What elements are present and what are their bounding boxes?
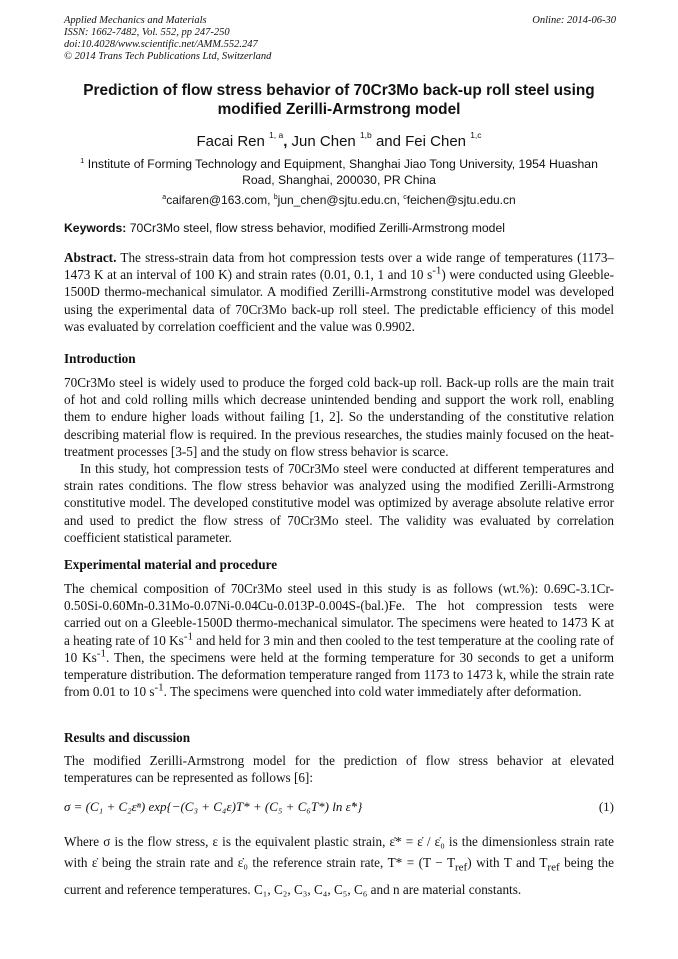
equation-1-formula: σ = (C₁ + C₂εⁿ) exp{−(C₃ + C₄ε)T* + (C₅ + C₆T*) ln ε̇*} — [64, 799, 363, 814]
author-and: and — [375, 133, 401, 150]
experimental-t2: and held for 3 min and then cooled to the test temperature at the cooling rate of 10 Ks — [64, 632, 614, 665]
journal-name: Applied Mechanics and Materials — [64, 15, 207, 26]
abstract-part1: The stress-strain data from hot compression tests over a wide range of temperatures (1173–1473 K at an interval of 100 K) and strain rates (0.01, 0.1, 1 and 10 s — [64, 250, 615, 283]
affiliation-sup: 1 — [80, 155, 85, 165]
introduction-p2: In this study, hot compression tests of 70Cr3Mo steel were conducted at different temperatures and strain rates conditions. The flow stress behavior was analyzed using the modified Zerilli-Armstrong constitutive model. The developed constitutive model was optimized by average absolute relative error and used to predict the flow stress of 70Cr3Mo steel. The validity was evaluated by correlation coefficient statistical parameter. — [64, 461, 614, 545]
equation-1 — [64, 799, 614, 819]
email-c-sup: c — [403, 194, 407, 201]
email-c[interactable]: feichen@sjtu.edu.cn — [406, 193, 516, 207]
results-heading: Results and discussion — [64, 730, 191, 745]
author-3-sup: 1,c — [470, 130, 482, 140]
abstract-part2: ) were conducted using Gleeble-1500D thermo-mechanical simulator. A modified Zerilli-Armstrong constitutive model was developed using the experimental data of 70Cr3Mo back-up roll steel. The predictable efficiency of this model was evaluated by correlation coefficient and the value was 0.9902. — [64, 267, 615, 334]
author-3: Fei Chen — [405, 133, 467, 150]
abstract-sup: -1 — [432, 264, 442, 277]
email-a-sup: a — [162, 194, 167, 201]
author-1-sup: 1, a — [269, 130, 284, 140]
experimental-body — [64, 580, 614, 700]
affiliation — [64, 156, 614, 188]
where-part1: Where σ is the flow stress, ε is the equivalent plastic strain, ε̇* = ε̇ / ε̇₀ is the dimensionless strain rate with ε̇ being the strain rate and ε̇₀ the reference strain rate, T* = (T − T — [64, 834, 614, 870]
experimental-heading: Experimental material and procedure — [64, 557, 278, 572]
affiliation-text: Institute of Forming Technology and Equipment, Shanghai Jiao Tong University, 1954 Huashan Road, Shanghai, 200030, PR China — [87, 157, 598, 187]
experimental-s2: -1 — [96, 647, 106, 660]
keywords — [64, 221, 505, 235]
author-1: Facai Ren — [196, 133, 265, 150]
author-2-sup: 1,b — [359, 130, 372, 140]
copyright: © 2014 Trans Tech Publications Ltd, Switzerland — [64, 51, 272, 62]
where-ref-sub-2: ref — [547, 861, 560, 874]
email-list: $^a$caifaren@163.com, $^b$jun_chen@sjtu.edu.cn, $^c$feichen@sjtu.edu.cn — [162, 193, 516, 207]
introduction-p1: 70Cr3Mo steel is widely used to produce the forged cold back-up roll. Back-up rolls are the main trait of hot and cold rolling mills which decrease unintended bending and support the work roll, enabling them to endure higher loads without failing [1, 2]. So the understanding of the constitutive relation describing material flow is required. In the previous researches, the studies mainly focused on the heat-treatment processes [3-5] and the study on flow stress behavior is scarce. — [64, 375, 614, 459]
experimental-t1: The chemical composition of 70Cr3Mo steel used in this study is as follows (wt.%): 0.69C-3.1Cr-0.50Si-0.60Mn-0.31Mo-0.07Ni-0.04Cu-0.013P-0.004S-(bal.)Fe. The hot compression tests were carried out on a Gleeble-1500D thermo-mechanical simulator. The specimens were heated to 1473 K at a heating rate of 10 Ks — [64, 581, 614, 648]
experimental-s1: -1 — [183, 630, 193, 643]
email-b-sup: b — [273, 194, 278, 201]
email-b[interactable]: jun_chen@sjtu.edu.cn — [277, 193, 397, 207]
email-a[interactable]: caifaren@163.com — [166, 193, 268, 207]
abstract — [64, 249, 614, 335]
where-part3: being the current and reference temperatures. C₁, C₂, C₃, C₄, C₅, C₆ and n are material constants. — [64, 855, 614, 897]
online-date: Online: 2014-06-30 — [532, 15, 616, 26]
where-part2: ) with T and T — [467, 855, 548, 870]
introduction-heading: Introduction — [64, 351, 136, 366]
where-ref-sub: ref — [455, 861, 468, 874]
keywords-label: Keywords: — [64, 221, 127, 235]
journal-header — [64, 15, 271, 63]
author-sep: , — [283, 133, 288, 150]
keywords-text: 70Cr3Mo steel, flow stress behavior, modified Zerilli-Armstrong model — [129, 221, 505, 235]
issn: ISSN: 1662-7482, Vol. 552, pp 247-250 — [64, 27, 230, 38]
paper-title: Prediction of flow stress behavior of 70Cr3Mo back-up roll steel using modified Zerilli-Armstrong model — [83, 82, 595, 118]
introduction-body — [64, 374, 614, 546]
doi: doi:10.4028/www.scientific.net/AMM.552.247 — [64, 39, 258, 50]
abstract-label: Abstract. — [64, 250, 117, 265]
experimental-s3: -1 — [154, 681, 164, 694]
author-2: Jun Chen — [291, 133, 356, 150]
experimental-t3: . Then, the specimens were held at the forming temperature for 30 seconds to get a uniform temperature distribution. The deformation temperature ranged from 1173 to 1473 k, while the strain rate from 0.01 to 10 s — [64, 649, 615, 700]
results-intro: The modified Zerilli-Armstrong model for the prediction of flow stress behavior at elevated temperatures can be represented as follows [6]: — [64, 753, 614, 786]
author-list — [60, 132, 618, 152]
results-where — [64, 831, 614, 900]
equation-1-number: (1) — [598, 799, 614, 814]
experimental-t4: . The specimens were quenched into cold water immediately after deformation. — [163, 684, 582, 700]
